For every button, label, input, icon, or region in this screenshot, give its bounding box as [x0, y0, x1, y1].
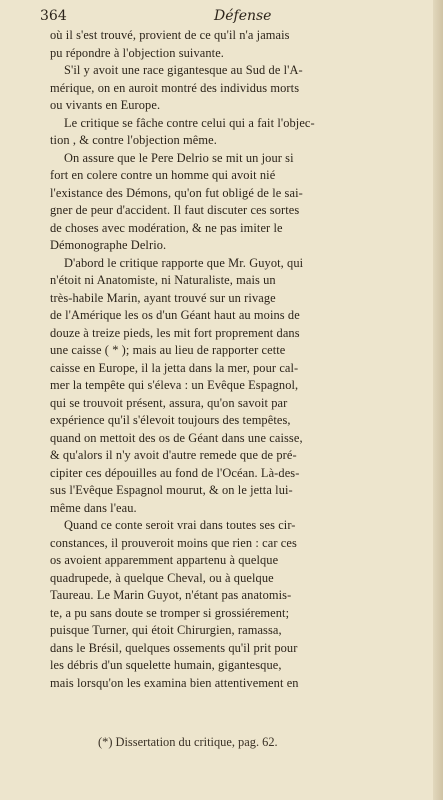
text-line: gner de peur d'accident. Il faut discuter ces sortes	[50, 203, 300, 217]
text-line: mer la tempête qui s'éleva : un Evêque Espagnol,	[50, 378, 299, 392]
text-line: les débris d'un squelette humain, gigantesque,	[50, 658, 282, 672]
text-line: une caisse ( * ); mais au lieu de rapporter cette	[50, 343, 286, 357]
text-line: dans le Brésil, quelques ossements qu'il prit pour	[50, 640, 298, 655]
text-line: où il s'est trouvé, provient de ce qu'il n'a jamais	[50, 28, 290, 42]
text-line: mais lorsqu'on les examina bien attentivement en	[50, 675, 299, 690]
text-line: ou vivants en Europe.	[50, 98, 161, 112]
text-line: mérique, on en auroit montré des individus morts	[50, 80, 300, 95]
text-line: Taureau. Le Marin Guyot, n'étant pas anatomis-	[50, 588, 292, 602]
paragraph-start-line: S'il y avoit une race gigantesque au Sud de l'A-	[64, 63, 303, 77]
text-line: douze à treize pieds, les mit fort proprement dans	[50, 325, 300, 340]
text-line: tion , & contre l'objection même.	[50, 133, 217, 147]
text-line: n'étoit ni Anatomiste, ni Naturaliste, mais un	[50, 273, 276, 287]
text-line: puisque Turner, qui étoit Chirurgien, ramassa,	[50, 623, 282, 637]
text-line: & qu'alors il n'y avoit d'autre remede que de pré-	[50, 448, 297, 462]
text-line: quand on mettoit des os de Géant dans une caisse,	[50, 430, 303, 445]
paragraph-start-line: Le critique se fâche contre celui qui a fait l'objec-	[64, 115, 315, 130]
text-line: l'existance des Démons, qu'on fut obligé de le sai-	[50, 185, 303, 200]
text-line: pu répondre à l'objection suivante.	[50, 45, 224, 60]
page-number: 364	[40, 8, 67, 24]
page-header	[40, 8, 415, 28]
text-line: os avoient apparemment appartenu à quelque	[50, 553, 279, 567]
text-line: te, a pu sans doute se tromper si grossiérement;	[50, 605, 290, 620]
paragraph-start-line: On assure que le Pere Delrio se mit un jour si	[64, 150, 294, 165]
text-line: quadrupede, à quelque Cheval, ou à quelque	[50, 570, 274, 585]
text-line: constances, il prouveroit moins que rien : car ces	[50, 535, 297, 550]
text-line: qui se trouvoit présent, assura, qu'on savoit par	[50, 395, 288, 410]
paragraph-start-line: D'abord le critique rapporte que Mr. Guyot, qui	[64, 255, 304, 270]
text-line: caisse en Europe, il la jetta dans la mer, pour cal-	[50, 360, 299, 375]
text-line: sus l'Evêque Espagnol mourut, & on le jetta lui-	[50, 483, 293, 497]
text-line: fort en colere contre un homme qui avoit nié	[50, 168, 276, 182]
running-head: Défense	[214, 8, 272, 24]
text-line: très-habile Marin, ayant trouvé sur un rivage	[50, 290, 276, 305]
text-line: de l'Amérique les os d'un Géant haut au moins de	[50, 308, 300, 322]
text-line: de choses avec modération, & ne pas imiter le	[50, 220, 283, 235]
body-text	[50, 27, 431, 692]
page-gutter	[433, 0, 443, 800]
paragraph-start-line: Quand ce conte seroit vrai dans toutes ses cir-	[64, 518, 296, 532]
text-line: cipiter ces dépouilles au fond de l'Océan. Là-des-	[50, 465, 300, 480]
text-line: expérience qu'il s'élevoit toujours des tempêtes,	[50, 413, 291, 427]
text-line: même dans l'eau.	[50, 500, 137, 515]
text-line: Démonographe Delrio.	[50, 238, 167, 252]
footnote: (*) Dissertation du critique, pag. 62.	[98, 735, 278, 749]
